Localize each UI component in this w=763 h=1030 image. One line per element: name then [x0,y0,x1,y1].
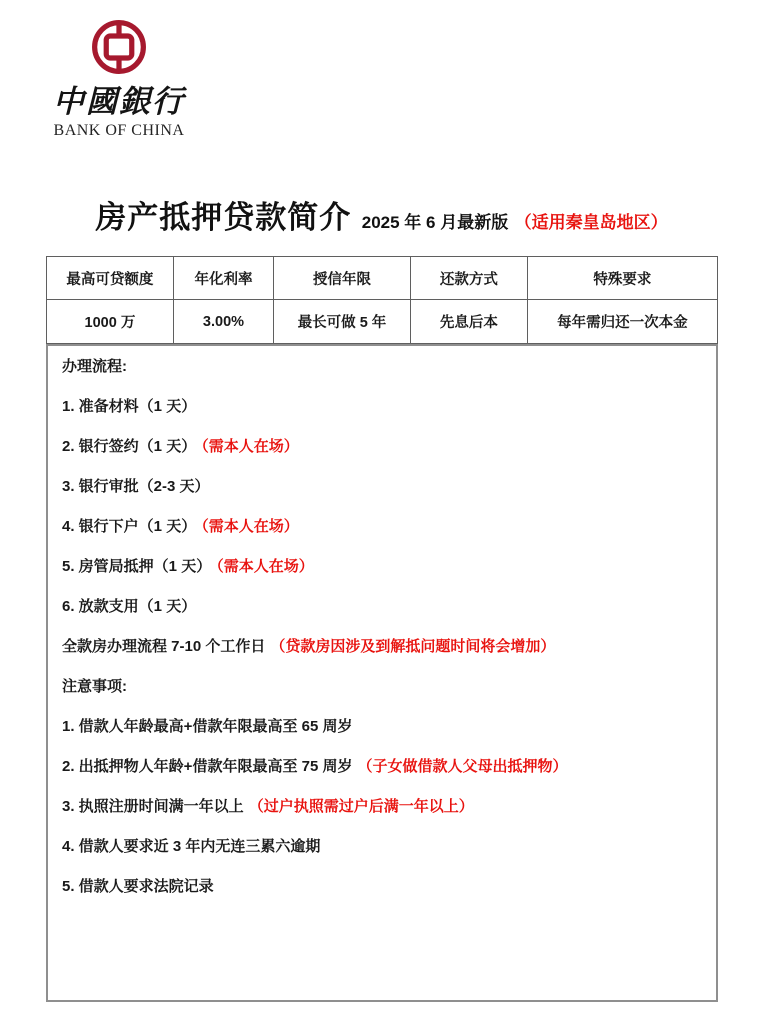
details-box [46,344,718,1002]
header-credit-term: 授信年限 [274,257,411,300]
note-item-text: 5. 借款人要求法院记录 [62,878,214,895]
process-item [62,519,702,535]
process-item-text: 6. 放款支用（1 天） [62,598,197,615]
process-summary-note: （贷款房因涉及到解抵问题时间将会增加） [270,638,556,655]
note-item-text: 4. 借款人要求近 3 年内无连三累六逾期 [62,838,321,855]
bank-name-english: BANK OF CHINA [53,122,185,139]
loan-terms-table [46,256,718,344]
notes-section-heading: 注意事项: [62,678,127,695]
process-item-text: 2. 银行签约（1 天） [62,438,197,455]
table-header-row [47,257,718,300]
value-credit-term: 最长可做 5 年 [274,300,411,344]
table-value-row [47,300,718,344]
value-annual-rate: 3.00% [173,300,273,344]
process-item [62,599,702,615]
bank-of-china-emblem-icon [90,18,148,76]
title-region-note: （适用秦皇岛地区） [514,213,668,232]
bank-logo [50,18,188,140]
value-special-req: 每年需归还一次本金 [527,300,717,344]
process-item [62,559,702,575]
process-item-text: 1. 准备材料（1 天） [62,398,197,415]
process-summary-text: 全款房办理流程 7-10 个工作日 [62,638,266,655]
process-item-note: （需本人在场） [216,558,314,575]
process-item [62,399,702,415]
page-title-row [0,192,763,237]
note-item [62,719,702,735]
process-item-text: 4. 银行下户（1 天） [62,518,197,535]
header-repay-method: 还款方式 [410,257,527,300]
bank-name-chinese: 中國銀行 [53,84,185,120]
note-item-note: （过户执照需过户后满一年以上） [248,798,474,815]
page-title: 房产抵押贷款简介 [95,200,352,235]
process-item-text: 3. 银行审批（2-3 天） [62,478,210,495]
process-summary [62,639,702,655]
header-annual-rate: 年化利率 [173,257,273,300]
process-item-text: 5. 房管局抵押（1 天） [62,558,212,575]
note-item [62,879,702,895]
header-max-amount: 最高可贷额度 [47,257,174,300]
note-item-note: （子女做借款人父母出抵押物） [357,758,568,775]
note-item [62,799,702,815]
note-item-text: 2. 出抵押物人年龄+借款年限最高至 75 周岁 [62,758,353,775]
note-item-text: 3. 执照注册时间满一年以上 [62,798,244,815]
process-section-heading: 办理流程: [62,358,127,375]
note-item-text: 1. 借款人年龄最高+借款年限最高至 65 周岁 [62,718,353,735]
header-special-req: 特殊要求 [527,257,717,300]
value-max-amount: 1000 万 [47,300,174,344]
process-item-note: （需本人在场） [201,438,299,455]
note-item [62,839,702,855]
process-item [62,439,702,455]
process-item-note: （需本人在场） [201,518,299,535]
process-item [62,479,702,495]
note-item [62,759,702,775]
title-version: 2025 年 6 月最新版 [361,213,509,232]
value-repay-method: 先息后本 [410,300,527,344]
